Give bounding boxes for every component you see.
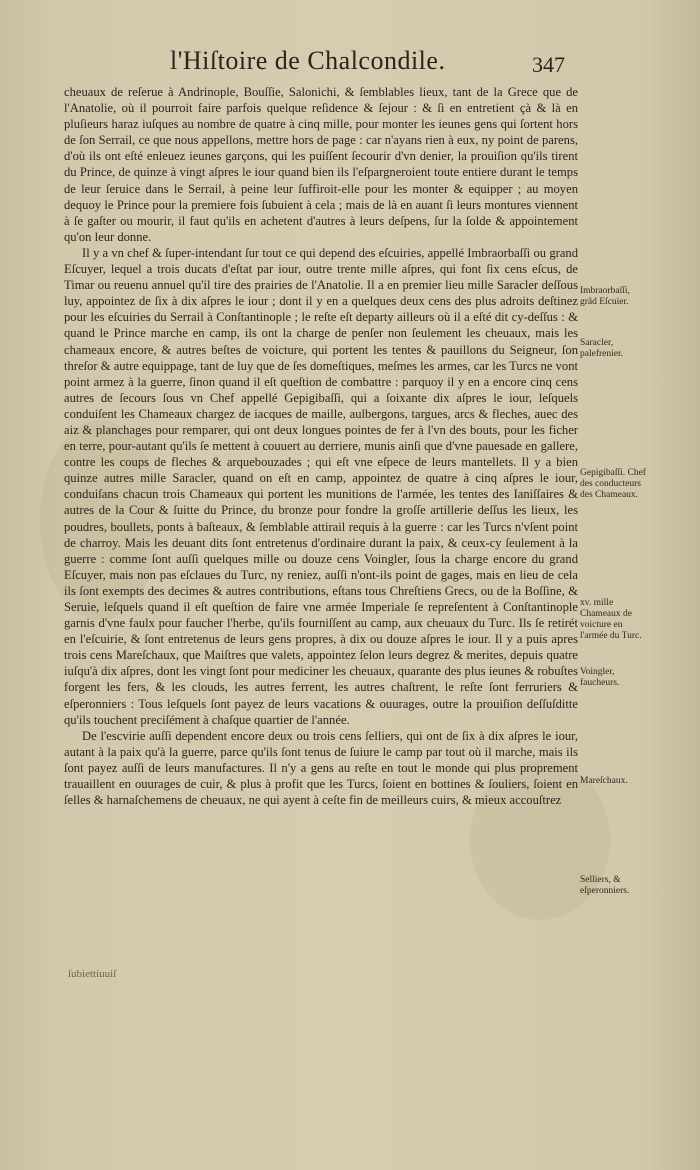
- paragraph: cheuaux de reſerue à Andrinople, Bouſſie, Salonichi, & ſemblables lieux, tant de la Grece que de l'Anatolie, où il pourroit faire parfois quelque reſidence & ſejour : & ſi en entretient çà & là en pluſieurs haraz iuſques au nombre de quatre à cinq mille, pour monter les ieunes gens qui ſortent hors de ſon Serrail, ce que nous appellons, mettre hors de page : car n'ayans rien à eux, ny point de parens, d'où ils ont eſté enleuez ieunes garçons, qui les puiſſent ſecourir d'vn denier, la prouiſion qu'ils tirent du Prince, de quinze à vingt aſpres le iour quand bien ils l'eſpargneroient toute entiere durant le temps de leur ſeruice dans le Serrail, à peine leur ſuffiroit-elle pour les monter & equipper ; au moyen dequoy le Prince pour la premiere fois ſubuient à cela ; mais de là en auant ſi leurs montures viennent à ſe gaſter ou mourir, il faut qu'ils en achetent d'autres à leurs deſpens, ſur la ſolde & appointement qu'on leur donne.: [64, 85, 578, 244]
- page-header: [160, 46, 580, 86]
- page-number: 347: [532, 52, 565, 77]
- margin-note-selliers: Selliers, & eſperonniers.: [580, 875, 630, 896]
- catchword: ſubiettiuuiſ: [68, 968, 117, 980]
- margin-note-mareschaux: Mareſchaux.: [580, 776, 628, 786]
- margin-note-imbraorbassi: Imbraorbaſſi, grãd Eſcuier.: [580, 286, 630, 307]
- running-title: l'Hiſtoire de Chalcondile.: [170, 46, 446, 75]
- margin-note-saracler: Saracler, palefrenier.: [580, 338, 623, 359]
- margin-note-voingler: Voingler, faucheurs.: [580, 667, 620, 688]
- paragraph: De l'escvirie auſſi dependent encore deux ou trois cens ſelliers, qui ont de ſix à dix aſpres le iour, autant à la paix qu'à la guerre, parce qu'ils ſont tenus de ſuiure le camp par tout où il marche, mais ils ſont payez auſſi de leurs manufactures. Il n'y a gens au reſte en tout le monde qui plus proprement trauaillent en ouurages de cuir, & plus à profit que les Turcs, ſoient en bottines & ſouliers, ſoient en ſelles & harnaſchemens de cheuaux, ne qui ayent à ceſte fin de meilleurs cuirs, & mieux accouſtrez: [64, 728, 578, 808]
- margin-note-gepigibassi: Gepigibaſſi. Chef des conducteurs des Chameaux.: [580, 468, 646, 500]
- paragraph: Il y a vn chef & ſuper-intendant ſur tout ce qui depend des eſcuiries, appellé Imbraorbaſſi ou grand Eſcuyer, lequel a trois ducats d'eſtat par iour, outre trente mille aſpres, qui font ſix cens eſcus, de Timar ou reuenu annuel qu'il tire des prairies de l'Anatolie. Il a en premier lieu mille Saracler deſſous luy, appointez de ſix à dix aſpres le iour ; dont il y en a quelques deux cens des plus adroits deſtinez pour les eſcuiries du Serrail à Conſtantinople ; le reſte eſt departy ailleurs où il a eſté dit cy-deſſus : & quand le Prince marche en camp, ils ont la charge de penſer non ſeulement les cheuaux, mais les chameaux encore, & autres beſtes de voicture, qui portent les tentes & pauillons du Seigneur, ſon threſor & autre equippage, tant de luy que de ſes domeſtiques, meſmes les armes, car les Turcs ne vont point armez à la guerre, ſinon quand il eſt queſtion de combattre : parquoy il y en a encore cinq cens autres de ſecours ſous vn Chef appellé Gepigibaſſi, qui a ſoixante dix aſpres le iour, leſquels conduiſent les Chameaux chargez de iacques de maille, aulbergons, targues, arcs & fleches, auec des aiz & planchages pour remparer, qui ont deux longues pointes de fer à l'vn des bouts, pour les ficher en terre, pour-autant qu'ils ſe mettent à couuert au derriere, munis ainſi que d'vne pauesade en gallere, contre les coups de fleches & arquebouzades ; qui eſt vne eſpece de leurs mantellets. Il y a bien quinze autres mille Saracler, quand on eſt en camp, appointez de quatre à cinq aſpres le iour, conduiſans chacun trois Chameaux qui portent les munitions de l'armée, les tentes des Ianiſſaires & autres de la Cour & ſuitte du Prince, du bronze pour fondre la groſſe artillerie deſſus les lieux, les poudres, boullets, ponts à baſteaux, & ſemblable attirail requis à la guerre : car les Turcs n'vſent point de charroy. Mais les deuant dits ſont entretenus d'ordinaire durant la paix, & ceux-cy ſeulement à la guerre : comme ſont auſſi quelques mille ou douze cens Voingler, ſous la charge encore du grand Eſcuyer, mais non pas eſclaues du Turc, ny reniez, auſſi n'ont-ils point de gages, mais en lieu de cela ils ſont exempts des decimes & autres contributions, eſtans tous Chreſtiens Grecs, ou de la Boſſine, & Seruie, leſquels quand il eſt queſtion de faire vne armée Imperiale ſe repreſentent à Conſtantinople garnis d'vne faulx pour faucher l'herbe, qu'ils fourniſſent au camp, aux cheuaux du Turc. Ils ſe retirét en l'eſcuirie, & ſont entretenus de leurs gens propres, à dix ou douze aſpres le iour. Il y a puis apres trois cens Mareſchaux, que Maiſtres que valets, appointez ſelon leurs degrez & merites, depuis quatre iuſqu'à dix aſpres, dont les vingt ſont pour mediciner les cheuaux, quarante des plus ieunes & robuſtes forgent les fers, & les clouds, les autres ferrent, les autres chaſtrent, le reſte ſont ferruriers & eſperonniers : Tous leſquels ſont payez de leurs vacations & ouurages, outre la prouiſion deſſuſditte qu'ils touchent preciſément à chaſque quartier de l'année.: [64, 245, 578, 727]
- main-text: [64, 84, 578, 808]
- margin-note-chameaux: xv. mille Chameaux de voicture en l'armée du Turc.: [580, 598, 642, 641]
